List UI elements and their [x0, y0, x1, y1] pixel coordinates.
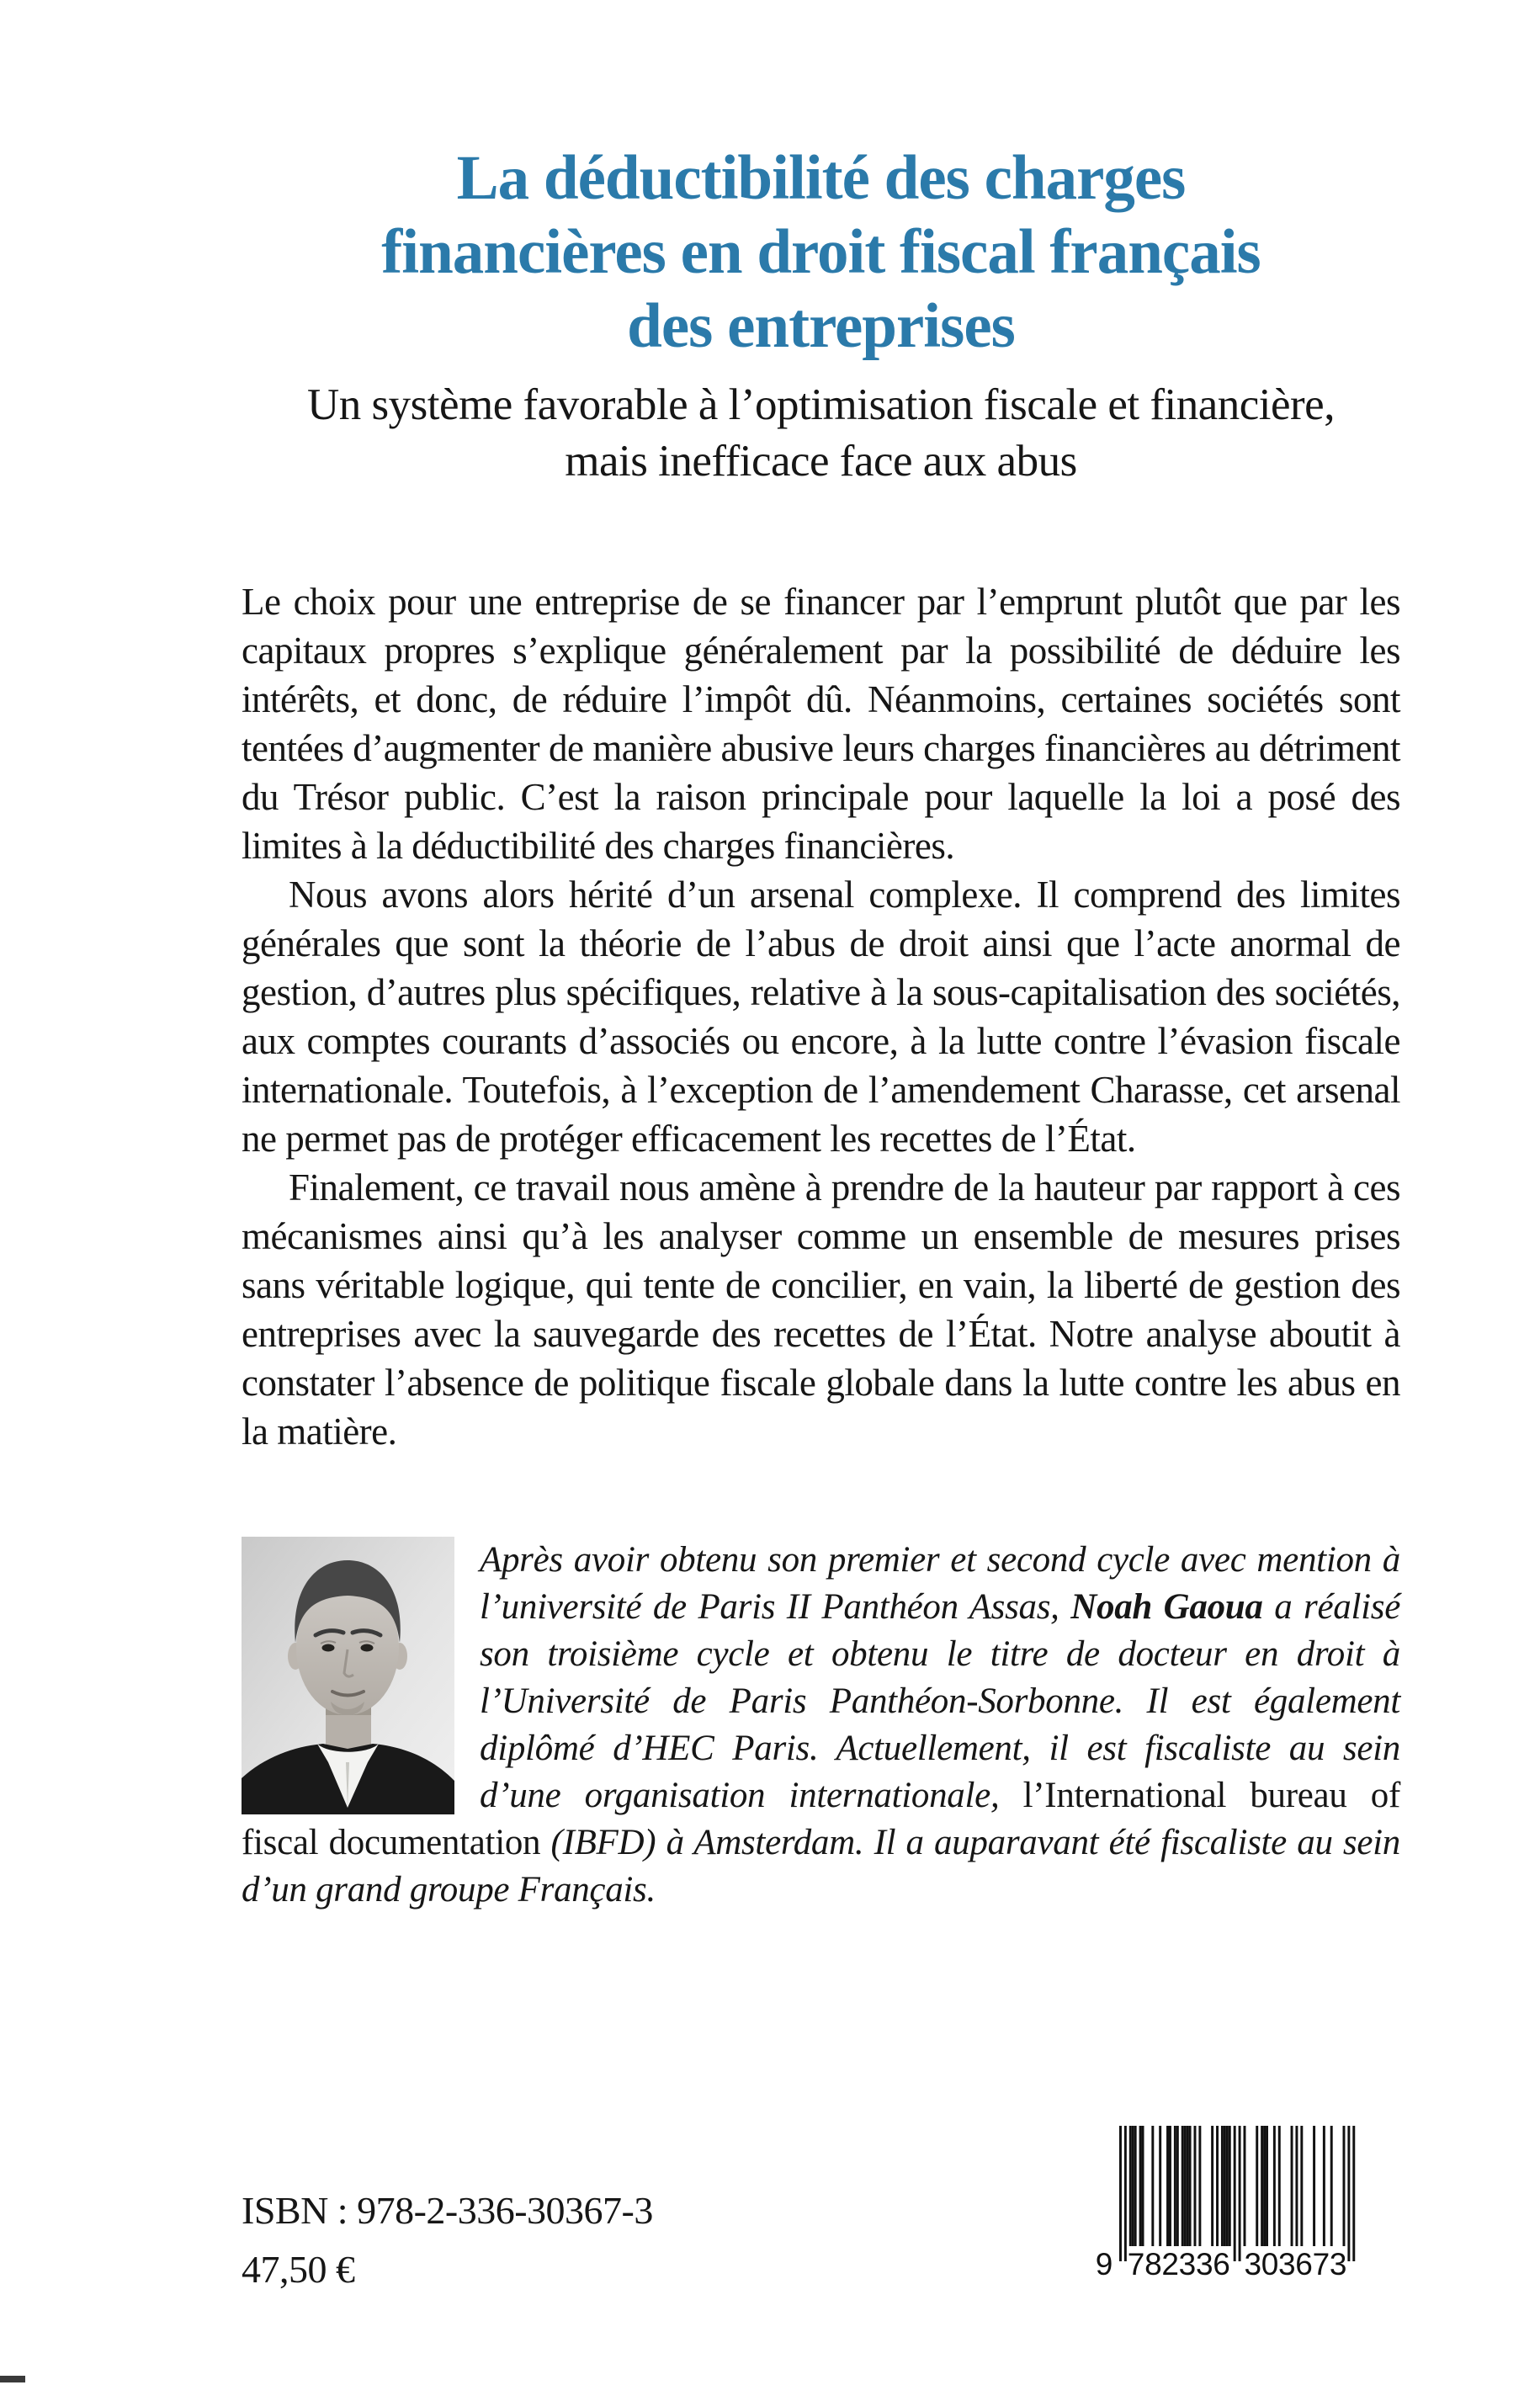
ean13-barcode	[1094, 2126, 1357, 2279]
isbn-number: ISBN : 978-2-336-30367-3	[242, 2189, 653, 2232]
bio-organization-name: l’International bureau of fiscal documentation	[242, 1776, 1400, 1862]
bio-text-1: Après avoir obtenu son premier et second cycle avec mention à l’université de Paris II Panthéon Assas,	[480, 1540, 1400, 1627]
bio-text-2: a réalisé son troisième cycle et obtenu le titre de docteur en droit à l’Université de Paris Panthéon-Sorbonne. Il est également diplômé d’HEC Paris. Actuellement, il est fiscaliste au sein d’une organisation internationale,	[480, 1587, 1400, 1815]
back-cover-summary	[242, 577, 1400, 1456]
price: 47,50 €	[242, 2248, 355, 2291]
barcode-graphic	[1094, 2126, 1357, 2279]
author-portrait-illustration	[242, 1537, 454, 1814]
svg-text:9: 9	[1095, 2247, 1113, 2279]
author-bio	[242, 1537, 1400, 1914]
title-line-1: La déductibilité des charges	[456, 143, 1186, 213]
book-subtitle	[242, 377, 1400, 490]
author-photo	[242, 1537, 454, 1814]
print-registration-mark	[0, 2376, 25, 2382]
author-name: Noah Gaoua	[1070, 1587, 1263, 1627]
title-line-3: des entreprises	[627, 291, 1015, 361]
subtitle-line-2: mais inefficace face aux abus	[565, 437, 1077, 486]
svg-text:303673: 303673	[1244, 2247, 1347, 2279]
isbn-price-block	[242, 2181, 653, 2299]
title-line-2: financières en droit fiscal français	[381, 217, 1261, 287]
cover-content	[242, 0, 1400, 1914]
book-title	[242, 141, 1400, 364]
summary-paragraph-3: Finalement, ce travail nous amène à prendre de la hauteur par rapport à ces mécanismes ainsi qu’à les analyser comme un ensemble de mesures prises sans véritable logique, qui tente de concilier, en vain, la liberté de gestion des entreprises avec la sauvegarde des recettes de l’État. Notre analyse aboutit à constater l’absence de politique fiscale globale dans la lutte contre les abus en la matière.	[242, 1166, 1400, 1453]
summary-paragraph-1: Le choix pour une entreprise de se financer par l’emprunt plutôt que par les capitaux propres s’explique généralement par la possibilité de déduire les intérêts, et donc, de réduire l’impôt dû. Néanmoins, certaines sociétés sont tentées d’augmenter de manière abusive leurs charges financières au détriment du Trésor public. C’est la raison principale pour laquelle la loi a posé des limites à la déductibilité des charges financières.	[242, 581, 1400, 867]
svg-text:782336: 782336	[1127, 2247, 1230, 2279]
bio-text-3: (IBFD) à Amsterdam. Il a auparavant été fiscaliste au sein d’un grand groupe Français.	[242, 1823, 1400, 1910]
summary-paragraph-2: Nous avons alors hérité d’un arsenal complexe. Il comprend des limites générales que sont la théorie de l’abus de droit ainsi que l’acte anormal de gestion, d’autres plus spécifiques, relative à la sous-capitalisation des sociétés, aux comptes courants d’associés ou encore, à la lutte contre l’évasion fiscale internationale. Toutefois, à l’exception de l’amendement Charasse, cet arsenal ne permet pas de protéger efficacement les recettes de l’État.	[242, 874, 1400, 1160]
subtitle-line-1: Un système favorable à l’optimisation fiscale et financière,	[307, 380, 1335, 429]
